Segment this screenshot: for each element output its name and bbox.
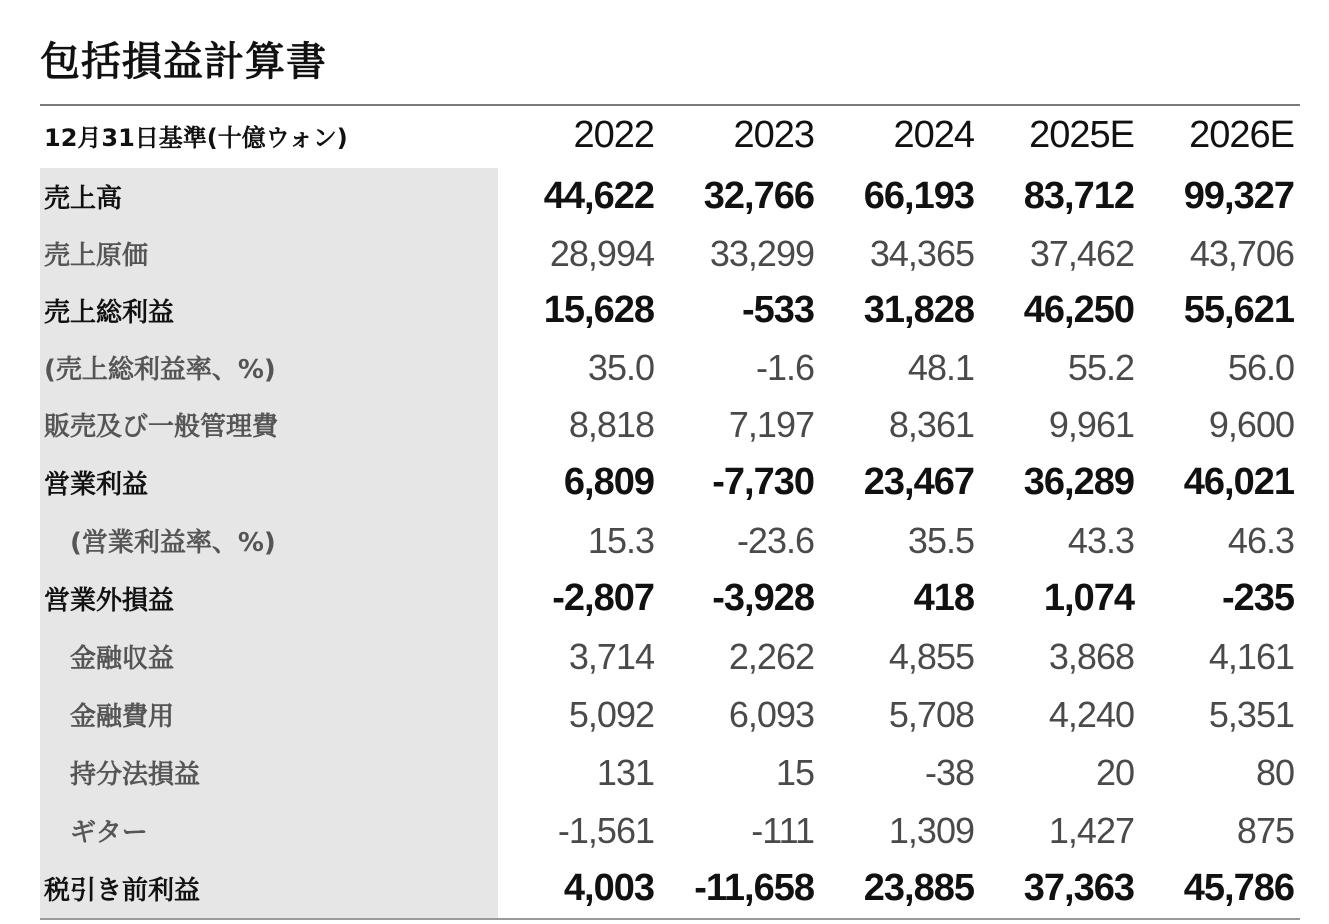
row-value: 7,197 [728,403,814,445]
row-label: 売上総利益 [44,298,175,328]
row-value: 8,361 [888,403,974,445]
row-value: 34,365 [869,232,974,274]
row-value: 46,021 [1183,461,1294,503]
row-value: 5,708 [888,693,974,735]
row-value: 6,093 [728,693,814,735]
row-label: (売上総利益率、%) [44,355,276,385]
row-value: 8,818 [568,403,654,445]
table-row-other [40,802,1300,859]
row-value: 15 [775,751,814,793]
row-value: 1,074 [1043,577,1134,619]
table-row-cost-of-sales [40,225,1300,282]
table-row-finance-cost [40,686,1300,743]
row-value: 31,828 [863,289,974,331]
row-value: 23,467 [863,461,974,503]
row-label: 営業利益 [44,470,149,500]
row-value: 37,462 [1029,232,1134,274]
year-header: 2023 [733,113,814,156]
row-value: 2,262 [728,635,814,677]
row-value: 33,299 [709,232,814,274]
row-value: 66,193 [863,175,974,217]
table-bottom-rule [40,918,1300,920]
row-value: 9,600 [1208,403,1294,445]
row-value: 1,309 [888,809,974,851]
row-value: 1,427 [1048,809,1134,851]
row-value: 46,250 [1023,289,1134,331]
row-value: -235 [1221,577,1294,619]
row-value: 44,622 [543,175,654,217]
row-value: -111 [751,809,814,851]
table-row-equity-method [40,744,1300,801]
row-value: -11,658 [694,867,814,909]
row-value: 32,766 [703,175,814,217]
row-value: 4,855 [888,635,974,677]
row-value: 4,240 [1048,693,1134,735]
row-label: 税引き前利益 [44,876,201,906]
row-value: 43.3 [1067,519,1134,561]
row-value: -533 [741,289,814,331]
table-row-gross-margin [40,339,1300,396]
row-value: 3,714 [568,635,654,677]
row-value: 45,786 [1183,867,1294,909]
row-value: 20 [1095,751,1134,793]
row-value: 4,003 [563,867,654,909]
table-row-gross-profit [40,282,1300,339]
row-value: -38 [924,751,974,793]
row-label: 持分法損益 [70,760,201,790]
row-value: 5,092 [568,693,654,735]
row-value: -3,928 [712,577,814,619]
year-header: 2026E [1189,113,1294,156]
table-header-row [40,106,1300,164]
row-value: -7,730 [712,461,814,503]
row-value: 43,706 [1189,232,1294,274]
row-value: 99,327 [1183,175,1294,217]
row-value: 46.3 [1227,519,1294,561]
row-value: 35.0 [587,346,654,388]
row-value: 3,868 [1048,635,1134,677]
table-row-pretax-profit [40,860,1300,917]
row-value: 9,961 [1048,403,1134,445]
row-value: 37,363 [1023,867,1134,909]
row-value: 55.2 [1067,346,1134,388]
row-value: 35.5 [907,519,974,561]
table-row-finance-income [40,628,1300,685]
row-label: (営業利益率、%) [70,528,276,558]
row-value: 23,885 [863,867,974,909]
row-value: 83,712 [1023,175,1134,217]
row-value: -1,561 [557,809,654,851]
row-value: 15,628 [543,289,654,331]
row-value: 5,351 [1208,693,1294,735]
unit-label: 12月31日基準(十億ウォン) [44,123,348,152]
table-row-sga [40,396,1300,453]
row-label: 販売及び一般管理費 [44,412,279,442]
year-header: 2024 [893,113,974,156]
row-label: 売上高 [44,184,123,214]
table-row-operating-profit [40,454,1300,511]
year-header: 2025E [1029,113,1134,156]
row-label: 金融費用 [70,702,175,732]
row-value: -1.6 [755,346,814,388]
row-value: 56.0 [1227,346,1294,388]
row-label: ギター [70,818,148,848]
year-header: 2022 [573,113,654,156]
row-value: 418 [913,577,974,619]
table-row-revenue [40,168,1300,225]
row-value: 36,289 [1023,461,1134,503]
row-value: 4,161 [1208,635,1294,677]
page-title: 包括損益計算書 [40,39,327,85]
table-row-non-operating [40,570,1300,627]
row-value: -2,807 [552,577,654,619]
row-value: 131 [596,751,654,793]
row-value: 6,809 [563,461,654,503]
row-label: 営業外損益 [44,586,175,616]
row-label: 金融収益 [70,644,175,674]
row-value: -23.6 [736,519,814,561]
row-label: 売上原価 [44,241,149,271]
row-value: 80 [1255,751,1294,793]
table-row-operating-margin [40,512,1300,569]
row-value: 15.3 [587,519,654,561]
row-value: 48.1 [907,346,974,388]
row-value: 28,994 [549,232,654,274]
row-value: 55,621 [1183,289,1294,331]
row-value: 875 [1236,809,1294,851]
